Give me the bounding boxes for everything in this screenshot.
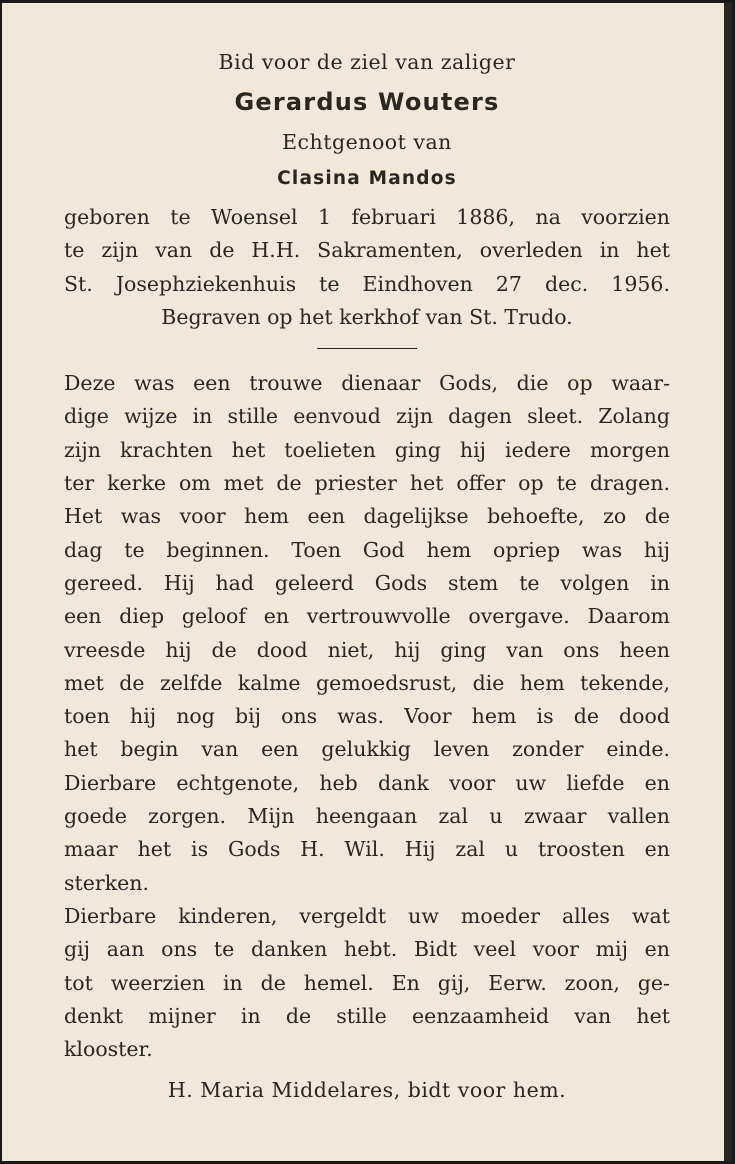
bio-line: St. Josephziekenhuis te Eindhoven 27 dec. 1956.	[64, 271, 670, 296]
text-line: zijn krachten het toelieten ging hij iedere morgen	[64, 437, 670, 462]
memorial-text	[64, 367, 670, 1066]
closing-prayer: H. Maria Middelares, bidt voor hem.	[167, 1078, 567, 1103]
text-line: het begin van een gelukkig leven zonder einde.	[64, 737, 670, 762]
text-line: Het was voor hem een dagelijkse behoefte, zo de	[64, 504, 670, 529]
text-line: ter kerke om met de priester het offer op te dragen.	[64, 471, 670, 496]
text-line: gij aan ons te danken hebt. Bidt veel voor mij en	[64, 937, 670, 962]
text-line: tot weerzien in de hemel. En gij, Eerw. zoon, ge-	[64, 970, 670, 995]
text-line: klooster.	[64, 1037, 153, 1062]
text-line: Dierbare kinderen, vergeldt uw moeder alles wat	[64, 903, 670, 928]
text-line: dige wijze in stille eenvoud zijn dagen sleet. Zolang	[64, 404, 670, 429]
text-line: dag te beginnen. Toen God hem opriep was hij	[64, 537, 670, 562]
text-line: toen hij nog bij ons was. Voor hem is de dood	[64, 704, 670, 729]
intro-text: Bid voor de ziel van zaliger	[218, 50, 516, 74]
bio-line: Begraven op het kerkhof van St. Trudo.	[161, 304, 573, 329]
text-line: vreesde hij de dood niet, hij ging van ons heen	[64, 637, 670, 662]
bio-line: geboren te Woensel 1 februari 1886, na voorzien	[64, 205, 670, 229]
text-line: een diep geloof en vertrouwvolle overgave. Daarom	[64, 604, 670, 629]
spouse-name: Clasina Mandos	[277, 168, 457, 189]
text-line: met de zelfde kalme gemoedsrust, die hem tekende,	[64, 670, 670, 695]
card-content	[64, 47, 670, 1107]
deceased-name: Gerardus Wouters	[234, 88, 500, 116]
text-line: goede zorgen. Mijn heengaan zal u zwaar vallen	[64, 804, 670, 829]
text-line: sterken.	[64, 870, 149, 895]
biography-paragraph	[64, 201, 670, 334]
text-line: Deze was een trouwe dienaar Gods, die op waar-	[64, 371, 670, 396]
text-line: maar het is Gods H. Wil. Hij zal u troosten en	[64, 837, 670, 862]
card-header	[64, 47, 670, 201]
section-divider	[317, 348, 417, 349]
text-line: denkt mijner in de stille eenzaamheid van het	[64, 1003, 670, 1028]
text-line: Dierbare echtgenote, heb dank voor uw liefde en	[64, 770, 670, 795]
text-line: gereed. Hij had geleerd Gods stem te volgen in	[64, 570, 670, 595]
bio-line: te zijn van de H.H. Sakramenten, overleden in het	[64, 238, 670, 263]
relation-text: Echtgenoot van	[282, 130, 452, 154]
